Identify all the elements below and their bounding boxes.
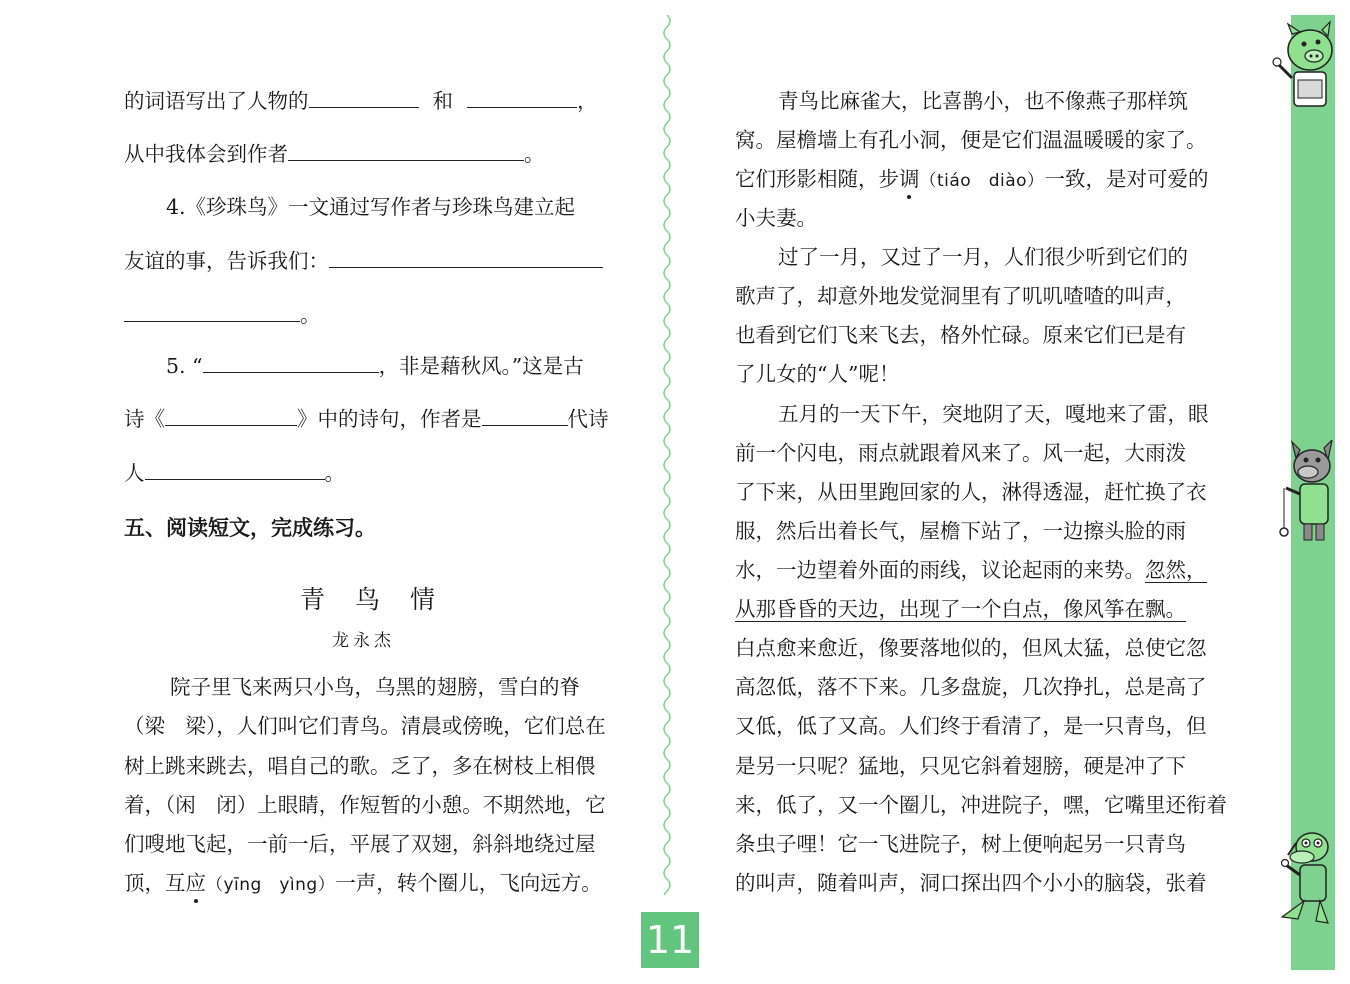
paragraph-line: 服，然后出着长气，屋檐下站了，一边擦头脸的雨 [735,519,1186,543]
paragraph-line: 是另一只呢？猛地，只见它斜着翅膀，硬是冲了下 [735,754,1186,778]
paragraph-line: 着，（闲 闭）上眼睛，作短暂的小憩。不期然地，它 [124,793,606,817]
q4-line3: 。 [124,300,321,330]
paragraph-line: 又低，低了又高。人们终于看清了，是一只青鸟，但 [735,714,1207,738]
paragraph-line: 也看到它们飞来飞去，格外忙碌。原来它们已是有 [735,323,1186,347]
underlined-sentence: 忽然， [1145,558,1207,582]
paragraph-line: 们嗖地飞起，一前一后，平展了双翅，斜斜地绕过屋 [124,832,596,856]
answer-blank[interactable] [467,87,577,108]
dotted-char: 应 [185,871,206,895]
wolf-mascot-icon [1270,440,1340,550]
paragraph-line: 它们形影相随，步调（tiáo diào）一致，是对可爱的 [735,167,1209,191]
paragraph-line: 条虫子哩！它一飞进院子，树上便响起另一只青鸟 [735,832,1186,856]
paragraph-line: 白点愈来愈近，像要落地似的，但风太猛，总使它忽 [735,636,1207,660]
pinyin-choice[interactable]: （tiáo diào） [919,171,1045,191]
paragraph-line: 五月的一天下午，突地阴了天，嘎地来了雷，眼 [778,402,1209,426]
dotted-char: 调 [899,167,920,191]
paragraph-line: 的叫声，随着叫声，洞口探出四个小小的脑袋，张着 [735,871,1207,895]
article-author: 龙永杰 [332,631,395,651]
q5-line3: 人 。 [124,461,345,485]
paragraph-line: 歌声了，却意外地发觉洞里有了叽叽喳喳的叫声， [735,284,1186,308]
paragraph-line: 来，低了，又一个圈儿，冲进院子，嘿，它嘴里还衔着 [735,793,1227,817]
q3-line2: 从中我体会到作者 。 [124,142,545,166]
answer-blank[interactable] [309,87,419,108]
underlined-sentence: 从那昏昏的天边，出现了一个白点，像风筝在飘。 [735,597,1186,621]
paragraph-line: 青鸟比麻雀大，比喜鹊小，也不像燕子那样筑 [778,89,1188,113]
paragraph-line: 院子里飞来两只小鸟，乌黑的翅膀，雪白的脊 [170,675,580,699]
paragraph-line: 顶，互应（yīng yìng）一声，转个圈儿，飞向远方。 [124,871,602,895]
paragraph-line: 高忽低，落不下来。几多盘旋，几次挣扎，总是高了 [735,675,1207,699]
question-5: 5. “ ，非是藉秋风。”这是古 [166,354,584,378]
answer-blank[interactable] [329,247,603,268]
paragraph-line [735,594,1186,624]
paragraph-line: 过了一月，又过了一月，人们很少听到它们的 [778,245,1188,269]
paragraph-line: （梁 梁），人们叫它们青鸟。清晨或傍晚，它们总在 [124,714,606,738]
wavy-divider [656,15,678,895]
section-heading: 五、阅读短文，完成练习。 [124,516,376,540]
paragraph-line: 了儿女的“人”呢！ [735,362,900,386]
pinyin-choice[interactable]: （yīng yìng） [206,875,336,895]
q4-line2: 友谊的事，告诉我们： [124,246,603,276]
q3-line1: 的词语写出了人物的 和 ， [124,89,598,113]
paragraph-line: 窝。屋檐墙上有孔小洞，便是它们温温暖暖的家了。 [735,128,1207,152]
paragraph-line: 了下来，从田里跑回家的人，淋得透湿，赶忙换了衣 [735,480,1207,504]
paragraph-line: 树上跳来跳去，唱自己的歌。乏了，多在树枝上相偎 [124,754,596,778]
answer-blank[interactable] [165,405,297,426]
answer-blank[interactable] [124,301,300,322]
answer-blank[interactable] [288,140,524,161]
paragraph-line: 前一个闪电，雨点就跟着风来了。风一起，大雨泼 [735,441,1186,465]
article-title: 青鸟情 [300,585,466,614]
paragraph-line: 水，一边望着外面的雨线，议论起雨的来势。忽然， [735,558,1207,582]
answer-blank[interactable] [203,352,379,373]
q5-line2: 诗《 》中的诗句，作者是 代诗 [124,407,609,431]
page-number: 11 [641,912,699,968]
answer-blank[interactable] [482,405,568,426]
paragraph-line: 小夫妻。 [735,206,817,230]
pig-mascot-icon [1270,20,1340,120]
dog-mascot-icon [1272,825,1342,935]
answer-blank[interactable] [145,459,325,480]
question-4: 4.《珍珠鸟》一文通过写作者与珍珠鸟建立起 [166,195,576,219]
